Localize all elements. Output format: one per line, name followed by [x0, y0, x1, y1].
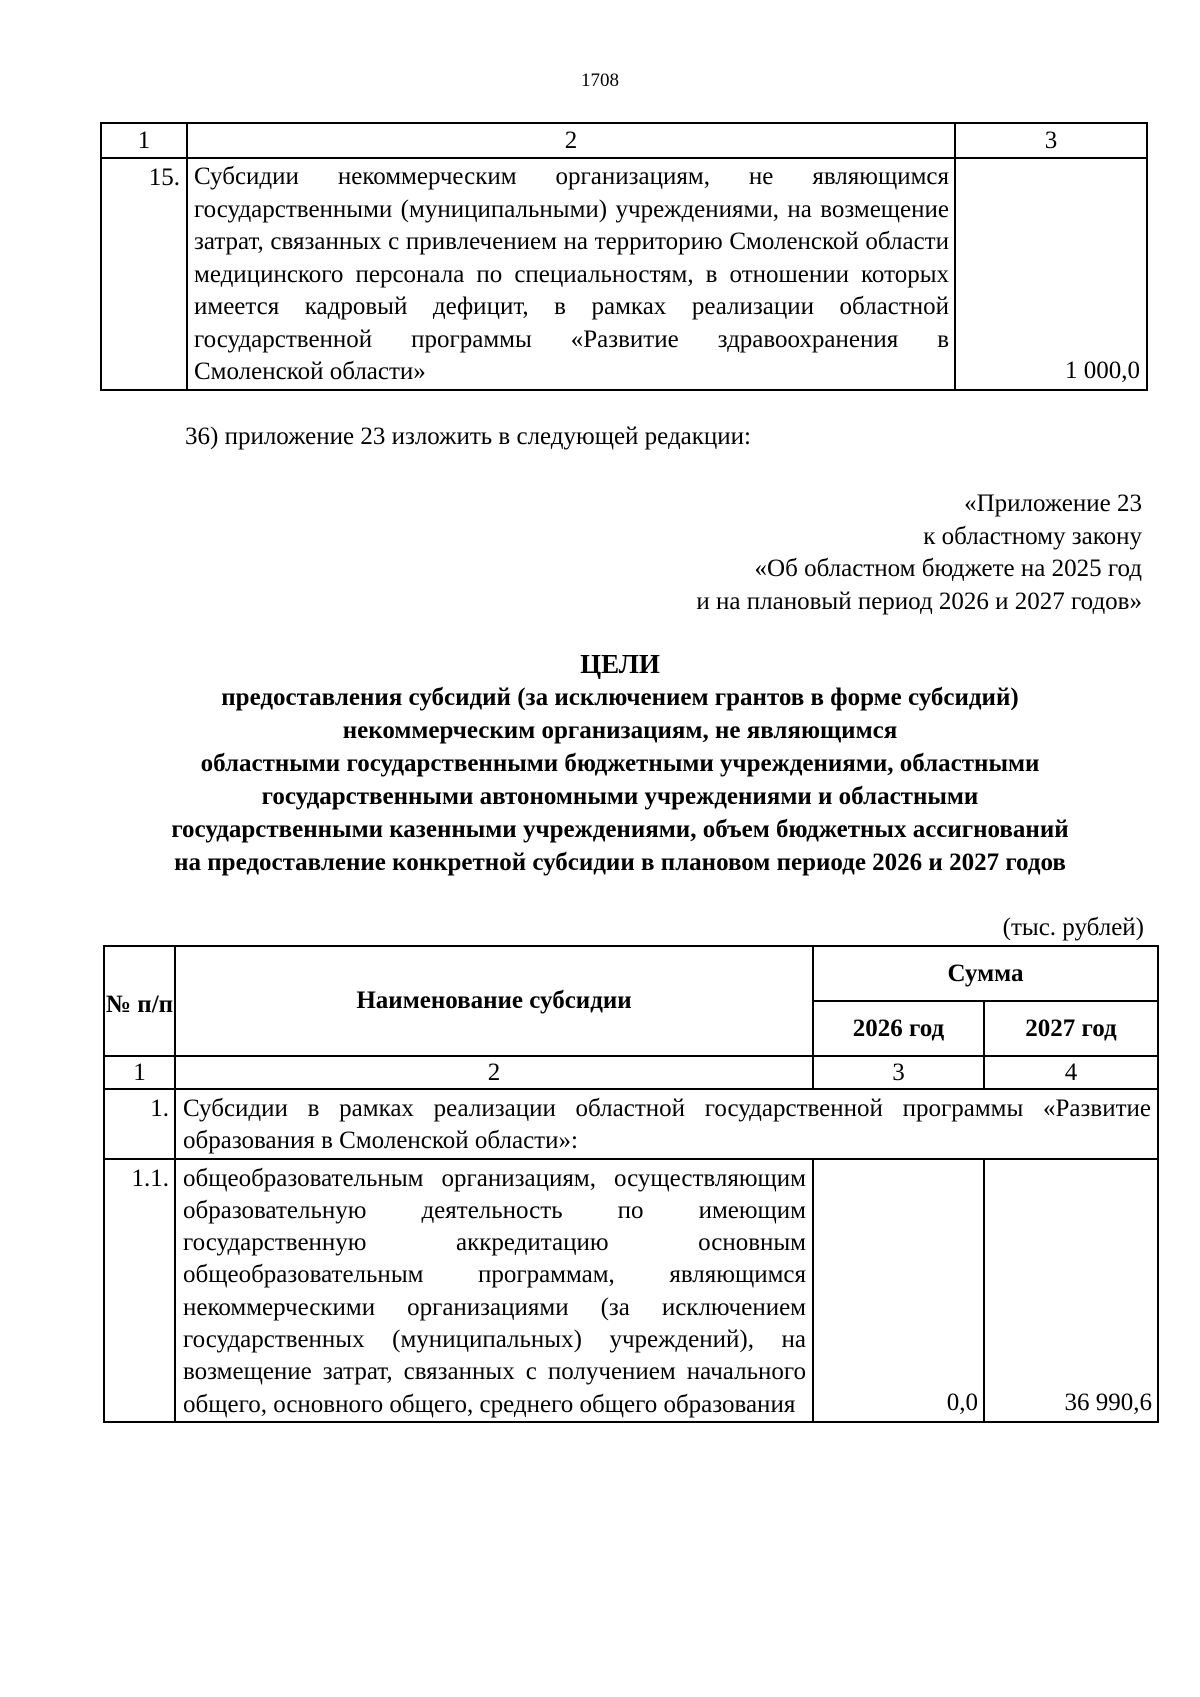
title-line: предоставления субсидий (за исключением грантов в форме субсидий) — [221, 684, 1019, 711]
column-index-2: 2 — [187, 123, 955, 158]
index-cell: 2 — [175, 1056, 813, 1089]
row-number: 15. — [101, 158, 187, 390]
column-header-name: Наименование субсидии — [175, 946, 813, 1056]
column-header-2026: 2026 год — [813, 1001, 984, 1056]
row-number: 1.1. — [104, 1159, 175, 1422]
title-line: на предоставление конкретной субсидии в плановом периоде 2026 и 2027 годов — [174, 849, 1066, 876]
title-line: областными государственными бюджетными учреждениями, областными — [200, 750, 1040, 777]
appendix-line: «Приложение 23 — [964, 490, 1142, 517]
appendix-line: к областному закону — [923, 522, 1142, 550]
index-cell: 3 — [813, 1056, 984, 1089]
row-number: 1. — [104, 1089, 175, 1159]
document-title — [80, 648, 1160, 879]
paragraph-36: 36) приложение 23 изложить в следующей редакции: — [185, 423, 751, 450]
row-value-2027: 36 990,6 — [984, 1159, 1158, 1422]
index-cell: 1 — [104, 1056, 175, 1089]
table-continuation — [100, 122, 1148, 391]
table-row — [101, 158, 1147, 390]
column-index-1: 1 — [101, 123, 187, 158]
appendix-line: и на плановый период 2026 и 2027 годов» — [696, 587, 1142, 615]
row-amount: 1 000,0 — [955, 158, 1147, 390]
units-label: (тыс. рублей) — [1002, 914, 1144, 941]
appendix-header — [696, 488, 1142, 618]
title-line: некоммерческим организациям, не являющимся — [342, 717, 898, 744]
column-header-2027: 2027 год — [984, 1001, 1158, 1056]
table-row — [104, 1159, 1158, 1422]
table-row — [104, 1089, 1158, 1159]
row-description: общеобразовательным организациям, осуществляющим образовательную деятельность по имеющим государственную аккредитацию основным общеобразовательным программам, являющимся некоммерческими организациями (за исключением государственных (муниципальных) учреждений), на возмещение затрат, связанных с получением начального общего, основного общего, среднего общего образования — [175, 1159, 813, 1422]
title-line: государственными автономными учреждениями и областными — [261, 783, 979, 810]
appendix-line: «Об областном бюджете на 2025 год — [754, 555, 1142, 582]
title-line: государственными казенными учреждениями, объем бюджетных ассигнований — [171, 816, 1069, 843]
index-cell: 4 — [984, 1056, 1158, 1089]
row-value-2026: 0,0 — [813, 1159, 984, 1422]
column-header-number: № п/п — [104, 946, 175, 1056]
table-header-row — [101, 123, 1147, 158]
page-number: 1708 — [581, 70, 619, 91]
table-index-row — [104, 1056, 1158, 1089]
row-description: Субсидии некоммерческим организациям, не являющимся государственными (муниципальными) учреждениями, на возмещение затрат, связанных с привлечением на территорию Смоленской области медицинского персонала по специальностям, в отношении которых имеется кадровый дефицит, в рамках реализации областной государственной программы «Развитие здравоохранения в Смоленской области» — [187, 158, 955, 390]
title-main: ЦЕЛИ — [580, 649, 660, 679]
table-header-row — [104, 946, 1158, 1001]
column-index-3: 3 — [955, 123, 1147, 158]
row-description: Субсидии в рамках реализации областной государственной программы «Развитие образования в Смоленской области»: — [175, 1089, 1158, 1159]
subsidies-table — [103, 945, 1159, 1423]
column-header-sum: Сумма — [813, 946, 1158, 1001]
